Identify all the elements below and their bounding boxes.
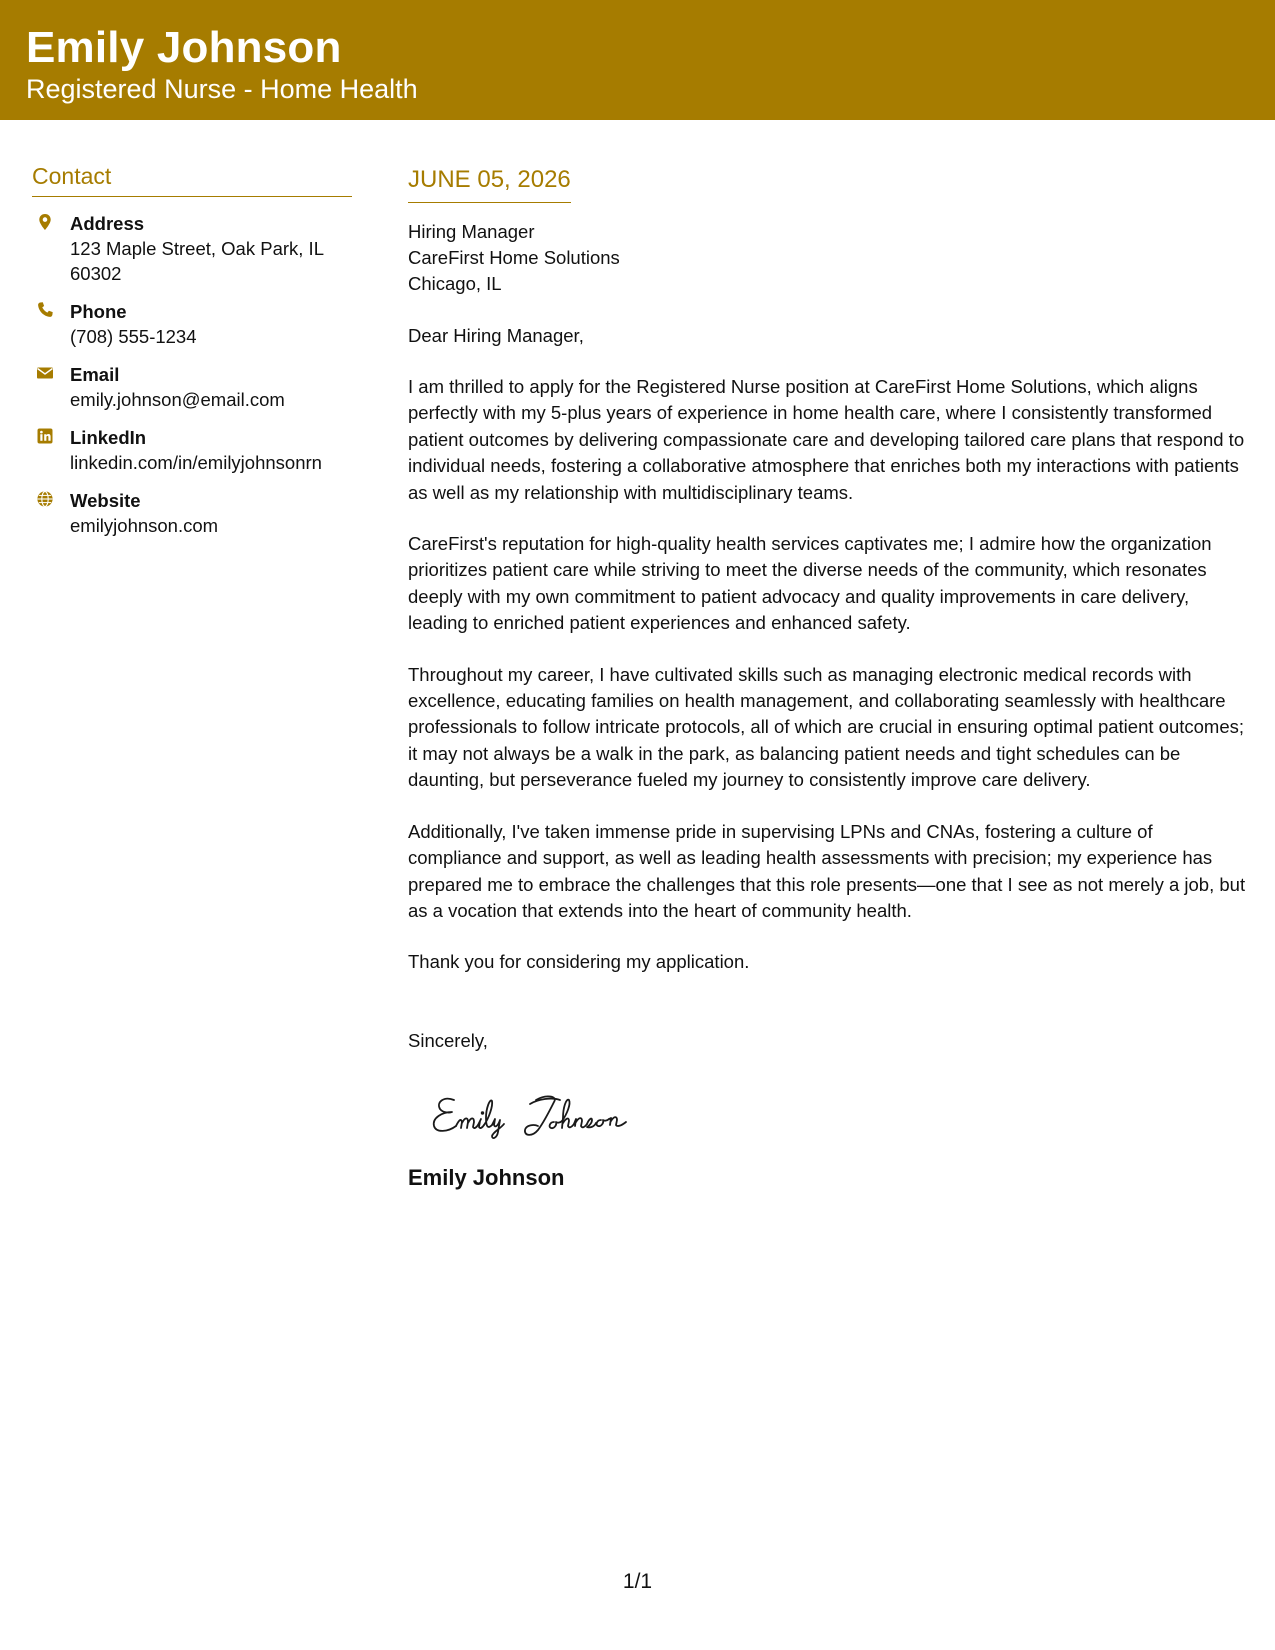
handwritten-signature [426, 1082, 656, 1142]
email-value[interactable]: emily.johnson@email.com [70, 389, 285, 410]
address-label: Address [70, 213, 145, 234]
linkedin-icon [36, 427, 54, 445]
email-label: Email [70, 364, 120, 385]
recipient-company: CareFirst Home Solutions [408, 247, 620, 268]
signed-name: Emily Johnson [408, 1164, 565, 1190]
contact-website [32, 488, 352, 538]
recipient-name: Hiring Manager [408, 221, 535, 242]
recipient-location: Chicago, IL [408, 273, 502, 294]
contact-linkedin [32, 425, 352, 475]
website-label: Website [70, 490, 141, 511]
closing: Sincerely, [408, 1029, 488, 1051]
contact-phone [32, 299, 352, 349]
paragraph-1: I am thrilled to apply for the Registered Nurse position at CareFirst Home Solutions, which aligns perfectly with my 5-plus years of experience in home health care, where I consistently transformed patient outcomes by delivering compassionate care and developing tailored care plans that respond to individual needs, fostering a collaborative atmosphere that enriches both my interactions with patients as well as my relationship with multidisciplinary teams. [408, 376, 1245, 503]
address-value: 123 Maple Street, Oak Park, IL 60302 [70, 238, 324, 284]
contact-sidebar [32, 160, 352, 551]
paragraph-thanks: Thank you for considering my application. [408, 951, 750, 973]
recipient-block [408, 219, 1248, 297]
linkedin-label: LinkedIn [70, 427, 147, 448]
applicant-title: Registered Nurse - Home Health [26, 74, 418, 104]
phone-icon [36, 301, 54, 319]
envelope-icon [36, 364, 54, 382]
paragraph-4: Additionally, I've taken immense pride in supervising LPNs and CNAs, fostering a culture of compliance and support, as well as leading health assessments with precision; my experience has prepared me to embrace the challenges that this role presents—one that I see as not merely a job, but as a vocation that extends into the heart of community health. [408, 820, 1246, 921]
contact-heading: Contact [32, 160, 352, 197]
paragraph-2: CareFirst's reputation for high-quality health services captivates me; I admire how the organization prioritizes patient care while striving to meet the diverse needs of the community, which resonates deeply with my own commitment to patient advocacy and quality improvements in care delivery, leading to enriched patient experiences and enhanced safety. [408, 533, 1212, 634]
phone-label: Phone [70, 301, 127, 322]
contact-address [32, 211, 352, 286]
contact-email [32, 362, 352, 412]
letter-body [408, 163, 1248, 1193]
salutation: Dear Hiring Manager, [408, 325, 584, 346]
linkedin-value[interactable]: linkedin.com/in/emilyjohnsonrn [70, 452, 322, 473]
applicant-name: Emily Johnson [26, 23, 342, 72]
phone-value: (708) 555-1234 [70, 326, 197, 347]
globe-icon [36, 490, 54, 508]
map-pin-icon [36, 213, 54, 231]
letter-date: JUNE 05, 2026 [408, 163, 571, 203]
header-banner [0, 0, 1275, 120]
website-value[interactable]: emilyjohnson.com [70, 515, 219, 536]
paragraph-3: Throughout my career, I have cultivated skills such as managing electronic medical records with excellence, educating families on health management, and collaborating seamlessly with healthcare professionals to follow intricate protocols, all of which are crucial in ensuring optimal patient outcomes; it may not always be a walk in the park, as balancing patient needs and tight schedules can be daunting, but perseverance fueled my journey to consistently improve care delivery. [408, 663, 1244, 791]
page-number: 1/1 [622, 1570, 653, 1593]
